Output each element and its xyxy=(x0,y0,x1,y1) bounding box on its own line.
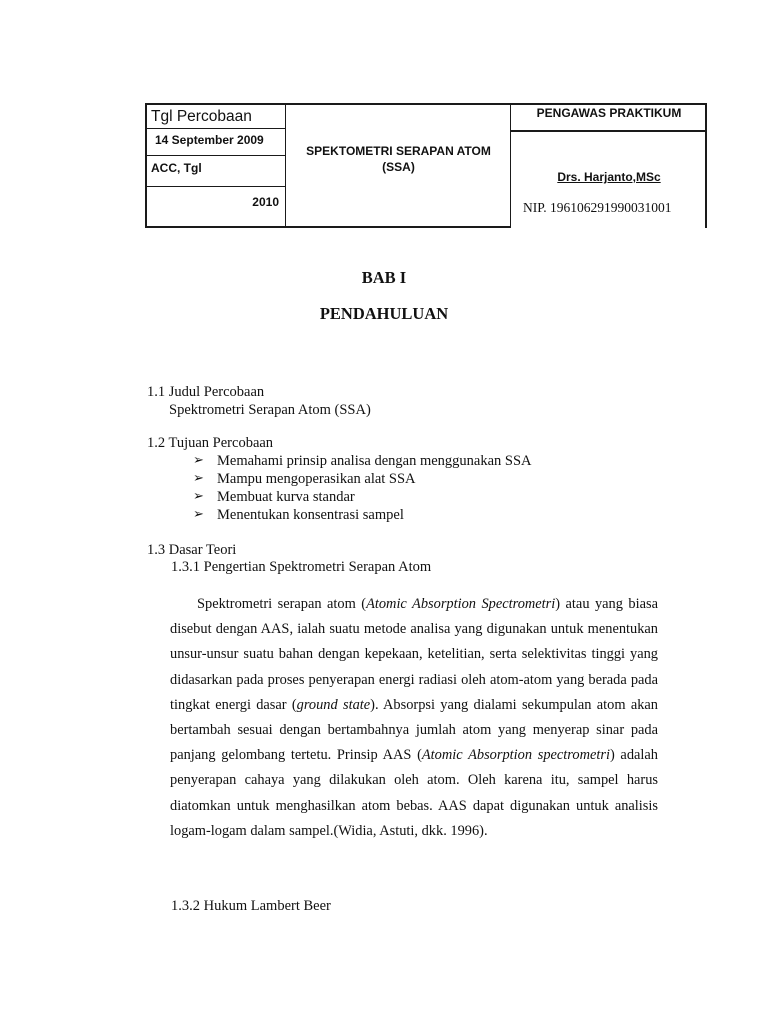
table-border-right xyxy=(705,103,707,228)
arrowhead-bullet-icon: ➢ xyxy=(193,489,204,504)
acc-year: 2010 xyxy=(252,195,279,209)
supervisor-nip: NIP. 196106291990031001 xyxy=(523,200,672,215)
table-divider-row2 xyxy=(145,155,286,156)
table-divider-row1 xyxy=(145,128,286,129)
chapter-title: PENDAHULUAN xyxy=(319,304,449,323)
subsection-heading-1-3-2: 1.3.2 Hukum Lambert Beer xyxy=(171,898,331,914)
chapter-number: BAB I xyxy=(361,268,407,287)
supervisor-name: Drs. Harjanto,MSc xyxy=(557,170,661,184)
subsection-heading-1-3-1: 1.3.1 Pengertian Spektrometri Serapan Atom xyxy=(171,559,432,575)
list-item-label: Memahami prinsip analisa dengan menggunakan SSA xyxy=(217,453,532,469)
header-table xyxy=(145,103,707,228)
paragraph-text xyxy=(170,592,658,844)
arrowhead-bullet-icon: ➢ xyxy=(193,453,204,468)
section-heading-1-2: 1.2 Tujuan Percobaan xyxy=(147,435,274,451)
tgl-percobaan-label: Tgl Percobaan xyxy=(151,108,252,125)
section-body-1-1: Spektrometri Serapan Atom (SSA) xyxy=(169,402,371,418)
paragraph-run: ). Absorpsi yang dialami sekumpulan atom akan bertambah sesuai dengan bertambahnya jumlah atom yang menyerap sinar pada panjang gelombang tertetu. Prinsip AAS ( xyxy=(170,696,658,764)
table-divider-supervisor xyxy=(510,130,707,132)
table-border-left xyxy=(145,103,147,228)
list-item-label: Menentukan konsentrasi sampel xyxy=(217,507,404,523)
arrowhead-bullet-icon: ➢ xyxy=(193,471,204,486)
paragraph-run: ) atau yang biasa disebut dengan AAS, ialah suatu metode analisa yang digunakan untuk menentukan unsur-unsur suatu bahan dengan kepekaan, ketelitian, serta selektivitas tinggi yang didasarkan pada proses penyerapan energi radiasi oleh atom-atom yang berada pada tingkat energi dasar ( xyxy=(170,596,658,713)
experiment-title xyxy=(286,143,511,175)
paragraph-emphasis: ground state xyxy=(296,696,371,713)
acc-label: ACC, Tgl xyxy=(151,161,202,175)
list-item-label: Mampu mengoperasikan alat SSA xyxy=(217,471,416,487)
experiment-title-line2: (SSA) xyxy=(382,160,415,174)
table-border-top xyxy=(145,103,707,105)
experiment-date: 14 September 2009 xyxy=(155,133,264,147)
table-border-bottom xyxy=(145,226,511,228)
arrowhead-bullet-icon: ➢ xyxy=(193,507,204,522)
experiment-title-line1: SPEKTOMETRI SERAPAN ATOM xyxy=(306,144,491,158)
paragraph-emphasis: Atomic Absorption spectrometri xyxy=(421,747,610,764)
supervisor-heading: PENGAWAS PRAKTIKUM xyxy=(536,106,682,120)
paragraph-emphasis: Atomic Absorption Spectrometri xyxy=(366,596,556,612)
paragraph-run: Spektrometri serapan atom ( xyxy=(197,596,367,612)
section-heading-1-3: 1.3 Dasar Teori xyxy=(147,542,237,558)
paragraph-run: ) adalah penyerapan cahaya yang dilakukan oleh atom. Oleh karena itu, sampel harus diatomkan untuk menghasilkan atom bebas. AAS dapat digunakan untuk analisis logam-logam dalam sampel.(Widia, Astuti, dkk. 1996). xyxy=(170,747,658,839)
body-paragraph xyxy=(170,592,658,844)
table-divider-row3 xyxy=(145,186,286,187)
list-item-label: Membuat kurva standar xyxy=(217,489,355,505)
section-heading-1-1: 1.1 Judul Percobaan xyxy=(147,384,265,400)
